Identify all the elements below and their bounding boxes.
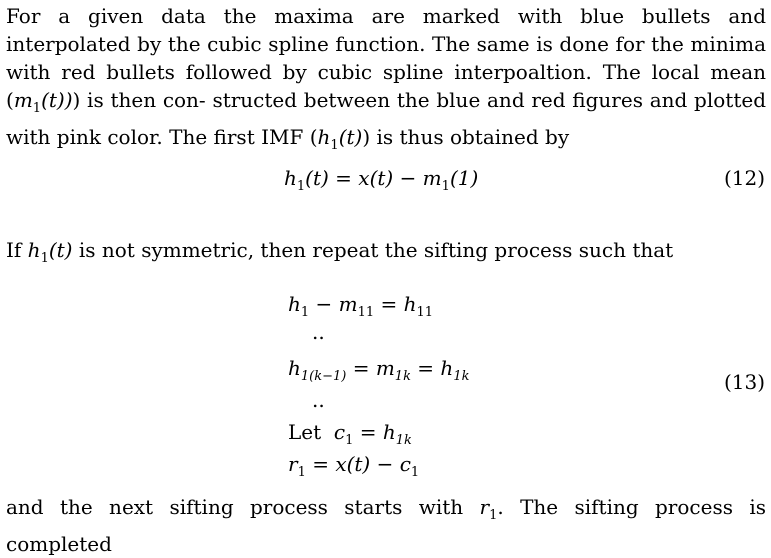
math-symbol: c	[333, 420, 346, 444]
ellipsis-dots: ..	[312, 388, 325, 412]
math-expression: (t) = x(t) − m	[305, 166, 442, 190]
math-subscript: 1(k−1)	[300, 369, 347, 384]
equation-number-12: (12)	[723, 166, 765, 190]
text-line: If	[6, 238, 28, 262]
math-expression: = h	[353, 420, 396, 444]
math-word: Let	[288, 420, 322, 444]
math-subscript: 1	[330, 138, 339, 153]
math-subscript: 1	[345, 433, 354, 448]
math-expression: − m	[309, 292, 358, 316]
text-line: ) is thus obtained by	[362, 125, 570, 149]
math-subscript: 11	[416, 305, 434, 320]
math-subscript: 1	[32, 101, 42, 116]
math-subscript: 1	[40, 251, 49, 266]
math-symbol: h	[317, 125, 331, 149]
equation-row	[288, 450, 419, 487]
math-subscript: 1	[410, 465, 420, 480]
math-symbol: h	[284, 166, 297, 190]
ellipsis-dots: ..	[312, 320, 325, 344]
math-subscript: 1	[441, 179, 450, 194]
math-expression: = h	[374, 292, 417, 316]
text-line: by the cubic spline function. The same is done for the minima with red bullets	[6, 32, 766, 84]
math-subscript: 1	[296, 179, 306, 194]
math-symbol: h	[288, 356, 301, 380]
text-line: first IMF (	[213, 125, 318, 149]
math-subscript: 1k	[453, 369, 470, 384]
math-subscript: 1	[489, 508, 498, 523]
text-line: . The sifting process is completed	[6, 495, 766, 556]
math-symbol: (t))	[41, 88, 73, 112]
equation-number-13: (13)	[723, 370, 765, 394]
math-symbol: m	[13, 88, 33, 112]
math-symbol: (t)	[48, 238, 73, 262]
math-symbol: r	[288, 452, 298, 476]
math-subscript: 1	[300, 305, 310, 320]
text-line: and the next sifting process starts with	[6, 495, 480, 519]
paragraph-continuation	[6, 493, 766, 558]
paragraph-sifting	[6, 236, 766, 273]
math-symbol: (t)	[338, 125, 363, 149]
math-subscript: 1k	[395, 433, 412, 448]
text-line: For a given data the maxima are marked with blue bullets and interpolated	[6, 4, 766, 56]
math-symbol: h	[27, 238, 41, 262]
paragraph-intro	[6, 2, 766, 160]
text-line: structed between the blue and red figures and plotted with pink color. The	[6, 88, 766, 149]
math-subscript: 1k	[394, 369, 411, 384]
math-expression: = x(t) − c	[305, 452, 411, 476]
equation-row	[288, 290, 433, 327]
text-line: is not symmetric, then repeat the sifting process such that	[72, 238, 674, 262]
equation-12	[284, 164, 478, 201]
math-subscript: 1	[297, 465, 306, 480]
math-subscript: 11	[357, 305, 375, 320]
math-expression: = h	[410, 356, 454, 380]
math-expression: (1)	[449, 166, 479, 190]
text-line: ) is then con-	[72, 88, 206, 112]
text-line: followed by cubic spline interpoaltion. The local mean (	[6, 60, 767, 112]
math-symbol: r	[479, 495, 490, 519]
math-expression: = m	[346, 356, 395, 380]
math-symbol: h	[288, 292, 301, 316]
